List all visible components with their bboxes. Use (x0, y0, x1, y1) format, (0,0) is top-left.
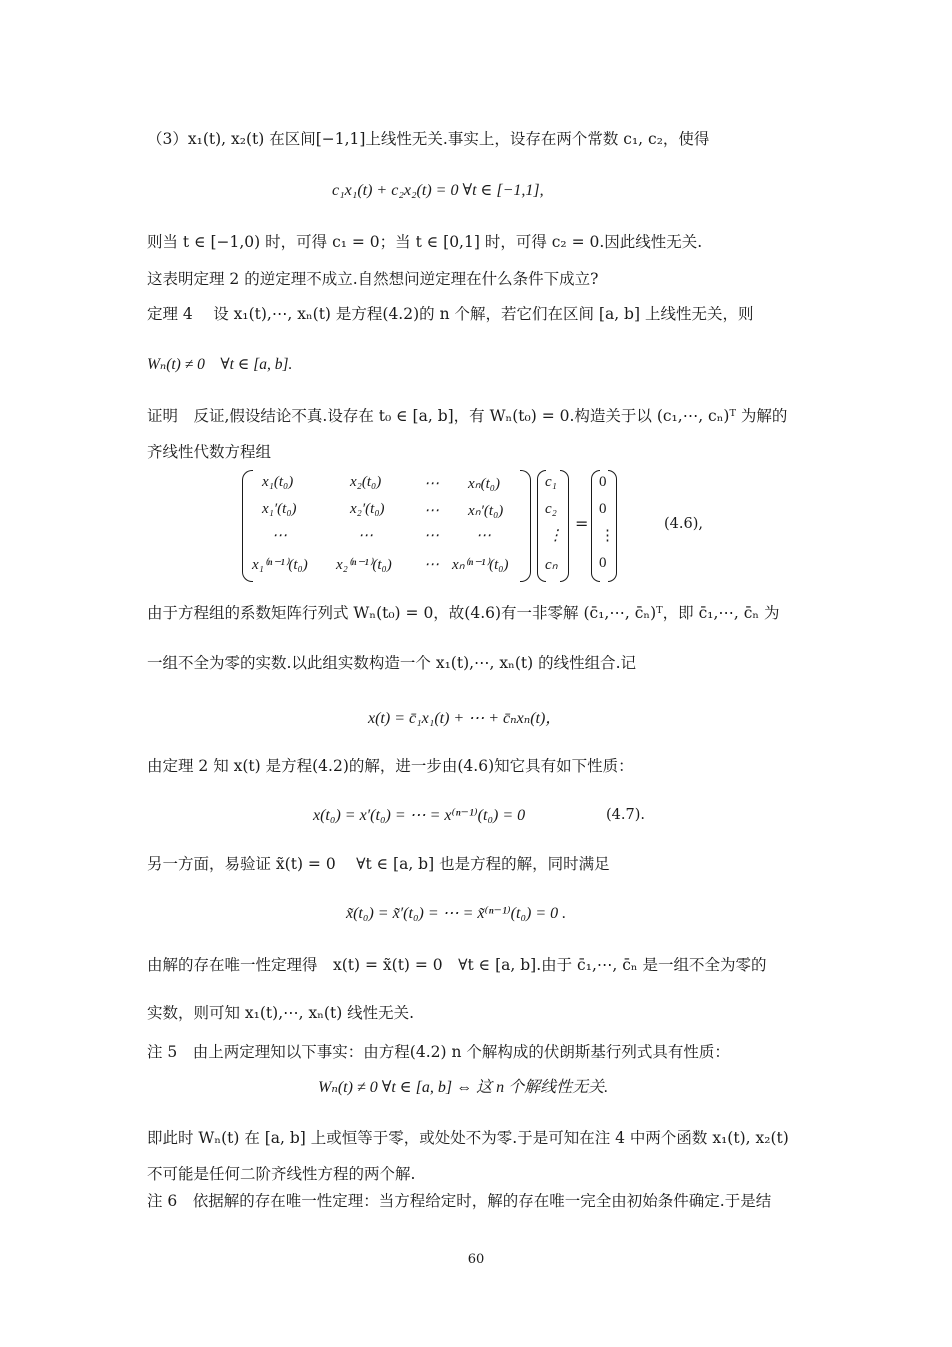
text-line-3: 这表明定理 2 的逆定理不成立.自然想问逆定理在什么条件下成立? (147, 270, 599, 288)
theorem-4-statement: 定理 4 设 x₁(t),⋯, xₙ(t) 是方程(4.2)的 n 个解，若它们在区间 [a, b] 上线性无关，则 (147, 305, 754, 323)
vector-entry: 0 (599, 501, 607, 517)
vector-entry: 0 (599, 474, 607, 490)
remark-6-line: 注 6 依据解的存在唯一性定理：当方程给定时，解的存在唯一完全由初始条件确定.于是结 (147, 1192, 772, 1210)
equation-zero-solution: x̃(t₀) = x̃′(t₀) = ⋯ = x̃⁽ⁿ⁻¹⁾(t₀) = 0 . (346, 905, 567, 922)
proof-line-8: 实数，则可知 x₁(t),⋯, xₙ(t) 线性无关. (147, 1004, 415, 1022)
proof-line-1: 证明 反证,假设结论不真.设存在 t₀ ∈ [a, b]，有 Wₙ(t₀) = 0.构造关于以 (c₁,⋯, cₙ)ᵀ 为解的 (147, 407, 788, 425)
remark-5-line: 注 5 由上两定理知以下事实：由方程(4.2) n 个解构成的伏朗斯基行列式具有性质： (147, 1043, 730, 1061)
matrix-cell: ⋯ (424, 503, 439, 519)
vector-entry: cₙ (545, 557, 558, 573)
proof-line-5: 由定理 2 知 x(t) 是方程(4.2)的解，进一步由(4.6)知它具有如下性质： (147, 757, 634, 775)
matrix-cell: ⋯ (424, 528, 439, 544)
equation-x-combination: x(t) = c̄₁x₁(t) + ⋯ + c̄ₙxₙ(t)， (368, 710, 562, 727)
matrix-cell: x₁′(t₀) (262, 501, 297, 517)
equals-sign: = (575, 514, 589, 533)
matrix-cell: xₙ′(t₀) (468, 503, 504, 519)
page-number: 60 (467, 1252, 485, 1267)
proof-line-6: 另一方面，易验证 x̃(t) = 0 ∀t ∈ [a, b] 也是方程的解，同时满足 (147, 855, 610, 873)
matrix-cell: xₙ(t₀) (468, 476, 501, 492)
matrix-cell: ⋯ (424, 557, 439, 573)
remark-5-line-3: 不可能是任何二阶齐线性方程的两个解. (147, 1165, 416, 1183)
matrix-cell: x₂(t₀) (350, 474, 382, 490)
remark-5-line-2: 即此时 Wₙ(t) 在 [a, b] 上或恒等于零，或处处不为零.于是可知在注 4 中两个函数 x₁(t), x₂(t) (147, 1129, 789, 1147)
proof-line-7: 由解的存在唯一性定理得 x(t) = x̃(t) = 0 ∀t ∈ [a, b].由于 c̄₁,⋯, c̄ₙ 是一组不全为零的 (147, 956, 767, 974)
vector-entry: ⋮ (600, 528, 615, 544)
matrix-cell: x₂⁽ⁿ⁻¹⁾(t₀) (336, 557, 392, 573)
equation-initial-values: x(t₀) = x′(t₀) = ⋯ = x⁽ⁿ⁻¹⁾(t₀) = 0 (313, 807, 526, 824)
vector-entry: c₁ (545, 474, 557, 490)
vector-entry: c₂ (545, 501, 557, 517)
proof-line-4: 一组不全为零的实数.以此组实数构造一个 x₁(t),⋯, xₙ(t) 的线性组合.记 (147, 654, 637, 672)
matrix-cell: x₁(t₀) (262, 474, 294, 490)
proof-line-2: 齐线性代数方程组 (147, 443, 272, 461)
matrix-cell: ⋯ (424, 476, 439, 492)
matrix-cell: xₙ⁽ⁿ⁻¹⁾(t₀) (452, 557, 509, 573)
text-line-1: （3）x₁(t), x₂(t) 在区间[−1,1]上线性无关.事实上，设存在两个常数 c₁, c₂，使得 (147, 130, 710, 148)
matrix-right-bracket (520, 470, 531, 582)
equation-linear-combination: c₁x₁(t) + c₂x₂(t) = 0 ∀t ∈ [−1,1], (332, 182, 544, 199)
equation-wronskian-property: Wₙ(t) ≠ 0 ∀t ∈ [a, b] ⇔ 这 n 个解线性无关. (318, 1079, 609, 1096)
theorem-4-conclusion: Wₙ(t) ≠ 0 ∀t ∈ [a, b]. (147, 356, 293, 373)
equation-label-4-6: (4.6), (664, 516, 703, 532)
matrix-cell: ⋯ (358, 528, 373, 544)
matrix-cell: ⋯ (476, 528, 491, 544)
vector-entry: 0 (599, 555, 607, 571)
proof-line-3: 由于方程组的系数矩阵行列式 Wₙ(t₀) = 0，故(4.6)有一非零解 (c̄₁,⋯, c̄ₙ)ᵀ，即 c̄₁,⋯, c̄ₙ 为 (147, 604, 780, 622)
equation-label-4-7: (4.7). (606, 807, 645, 823)
matrix-cell: ⋯ (272, 528, 287, 544)
matrix-cell: x₁⁽ⁿ⁻¹⁾(t₀) (252, 557, 308, 573)
text-line-2: 则当 t ∈ [−1,0) 时，可得 c₁ = 0；当 t ∈ [0,1] 时，可得 c₂ = 0.因此线性无关. (147, 233, 703, 251)
matrix-cell: x₂′(t₀) (350, 501, 385, 517)
vector-entry: ⋮ (548, 528, 563, 544)
